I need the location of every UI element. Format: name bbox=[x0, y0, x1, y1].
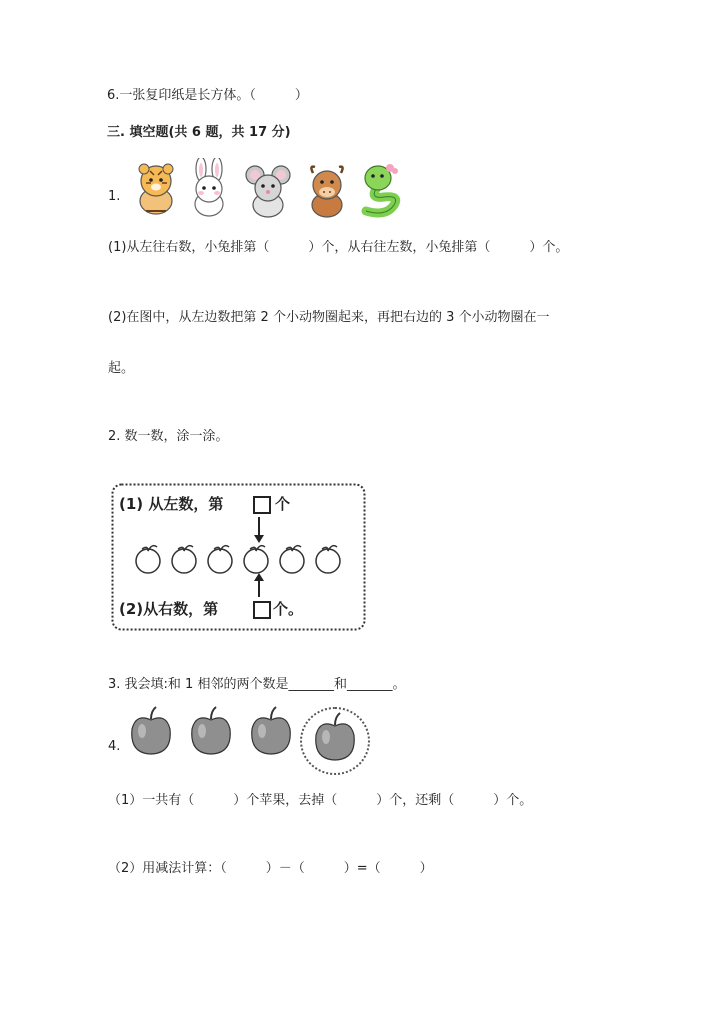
bottom-answer-box[interactable] bbox=[253, 601, 271, 619]
peach-row bbox=[131, 539, 351, 575]
apple-icon bbox=[248, 705, 294, 757]
mouse-icon bbox=[244, 161, 292, 218]
question-1-part-2-line-2: 起。 bbox=[108, 361, 135, 376]
question-4-number: 4. bbox=[108, 739, 121, 754]
peach-icon bbox=[136, 546, 160, 573]
apple-icon bbox=[188, 705, 234, 757]
question-6-text: 6.一张复印纸是长方体。（ ） bbox=[107, 88, 308, 103]
peach-icon bbox=[316, 546, 340, 573]
snake-icon bbox=[356, 161, 406, 218]
question-1-part-2-line-1: (2)在图中，从左边数把第 2 个小动物圈起来，再把右边的 3 个小动物圈在一 bbox=[108, 310, 550, 325]
cow-icon bbox=[303, 163, 351, 218]
figure-top-suffix: 个 bbox=[275, 495, 291, 513]
counting-peaches-figure bbox=[111, 483, 366, 631]
figure-top-label: (1) 从左数，第 bbox=[119, 495, 224, 513]
peach-icon bbox=[280, 546, 304, 573]
question-1-part-1: (1)从左往右数，小兔排第（ ）个，从右往左数，小兔排第（ ）个。 bbox=[108, 240, 569, 255]
question-4-part-2: （2）用减法计算：（ ）－（ ）=（ ） bbox=[108, 861, 433, 876]
tiger-icon bbox=[132, 161, 180, 217]
apple-icon bbox=[312, 711, 358, 763]
figure-bottom-label: (2)从右数，第 bbox=[119, 600, 219, 618]
question-3-text: 3. 我会填:和 1 相邻的两个数是_______和_______。 bbox=[108, 677, 406, 692]
top-answer-box[interactable] bbox=[253, 496, 271, 514]
question-2-title: 2. 数一数，涂一涂。 bbox=[108, 429, 229, 444]
figure-bottom-suffix: 个。 bbox=[273, 600, 304, 618]
question-4-part-1: （1）一共有（ ）个苹果，去掉（ ）个，还剩（ ）个。 bbox=[108, 793, 533, 808]
apple-icon bbox=[128, 705, 174, 757]
peach-icon bbox=[244, 546, 268, 573]
section-3-title: 三. 填空题(共 6 题，共 17 分) bbox=[107, 125, 291, 140]
peach-icon bbox=[208, 546, 232, 573]
peach-icon bbox=[172, 546, 196, 573]
question-1-number: 1. bbox=[108, 189, 121, 204]
rabbit-icon bbox=[186, 158, 232, 218]
